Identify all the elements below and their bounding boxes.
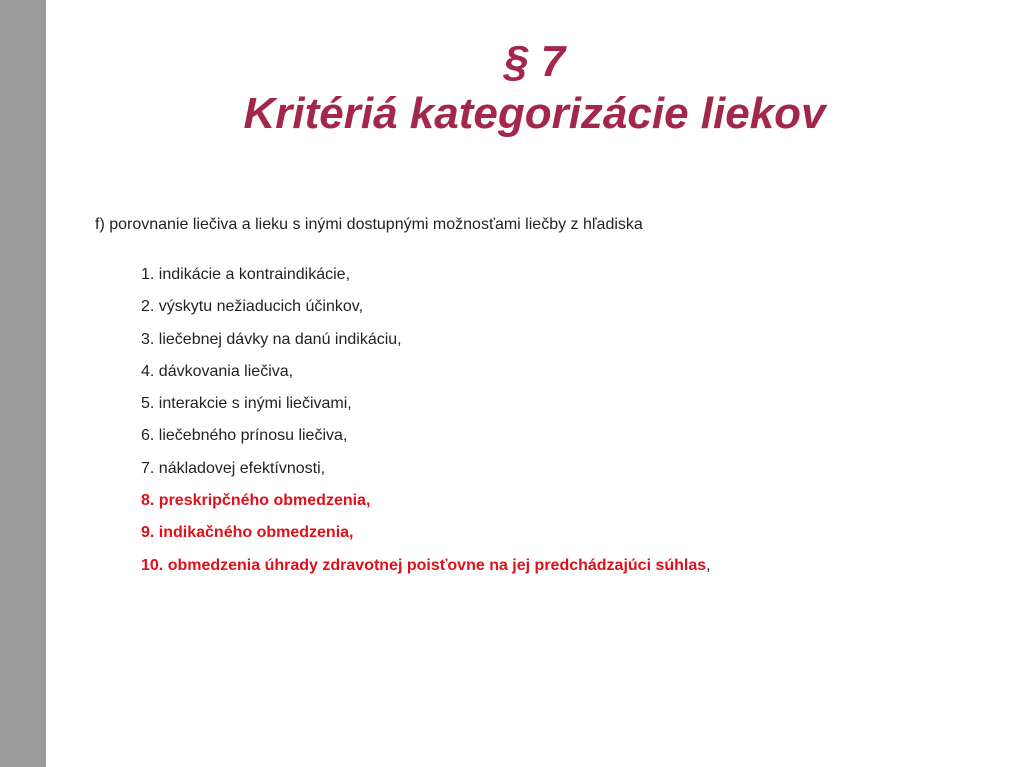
list-item-highlighted	[141, 556, 711, 588]
list-item: 6. liečebného prínosu liečiva,	[141, 427, 348, 445]
slide-title	[46, 36, 1023, 140]
list-item: 5. interakcie s inými liečivami,	[141, 395, 352, 413]
title-section-number: § 7	[503, 37, 566, 86]
list-item-trailing-comma: ,	[706, 556, 711, 574]
list-item: 2. výskytu nežiaducich účinkov,	[141, 298, 364, 316]
list-item: 3. liečebnej dávky na danú indikáciu,	[141, 330, 402, 348]
list-item-highlighted: 8. preskripčného obmedzenia,	[141, 492, 371, 510]
intro-text: f) porovnanie liečiva a lieku s inými dostupnými možnosťami liečby z hľadiska	[95, 216, 643, 233]
criteria-list	[141, 265, 711, 588]
title-text: Kritériá kategorizácie liekov	[243, 89, 826, 138]
list-item: 4. dávkovania liečiva,	[141, 362, 294, 380]
list-item-highlighted: 9. indikačného obmedzenia,	[141, 524, 354, 542]
left-sidebar-bar	[0, 0, 46, 767]
list-item-highlighted-text: 10. obmedzenia úhrady zdravotnej poisťovne na jej predchádzajúci súhlas	[141, 556, 707, 574]
list-item: 7. nákladovej efektívnosti,	[141, 459, 326, 477]
list-item: 1. indikácie a kontraindikácie,	[141, 266, 351, 283]
